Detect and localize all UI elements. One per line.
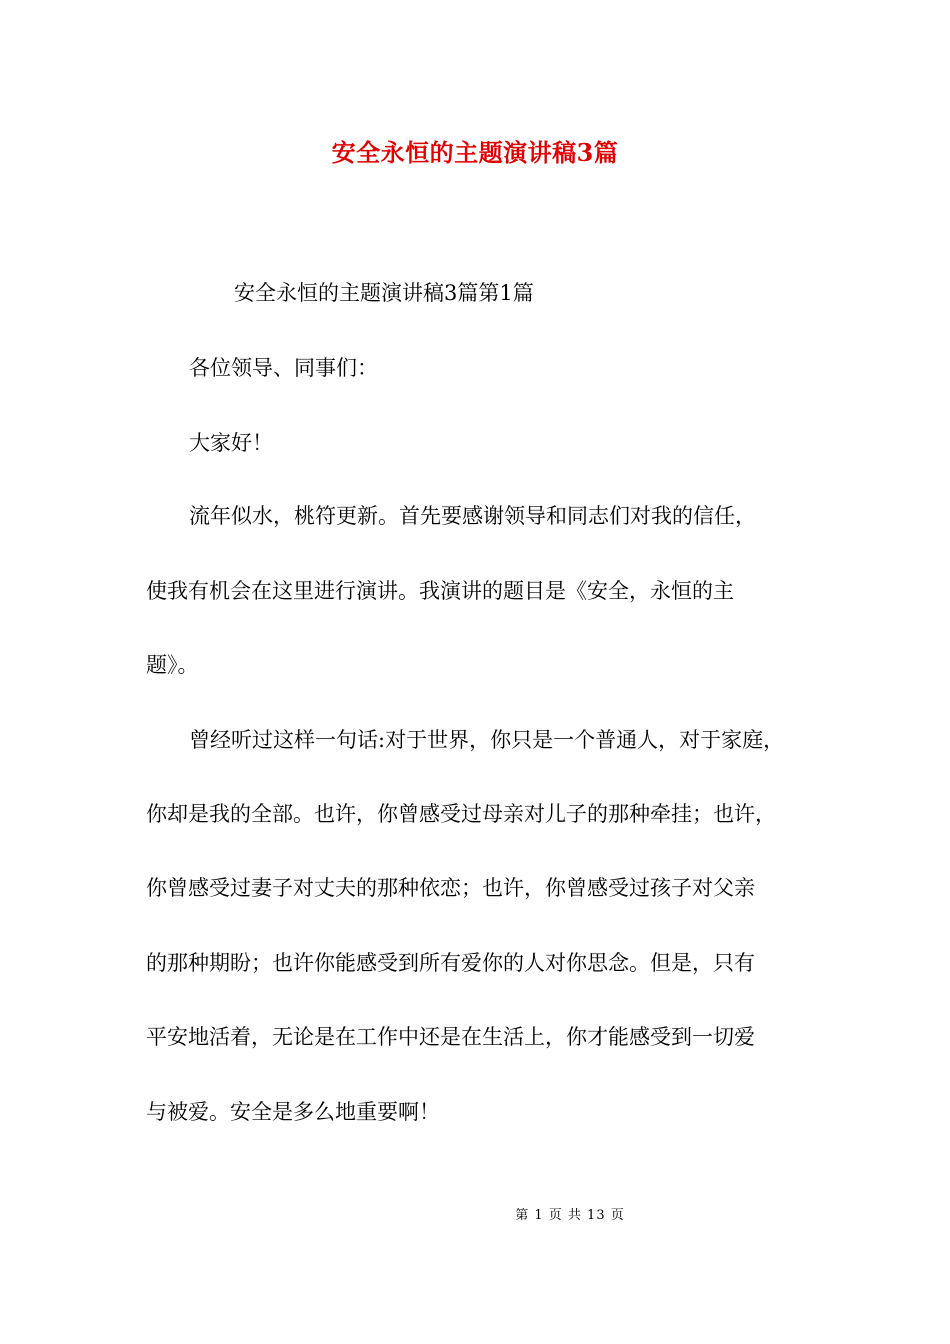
- body-line: 曾经听过这样一句话:对于世界，你只是一个普通人，对于家庭，: [189, 728, 785, 752]
- section-heading: 安全永恒的主题演讲稿3篇第1篇: [234, 281, 534, 305]
- body-line: 你却是我的全部。也许，你曾感受过母亲对儿子的那种牵挂；也许，: [146, 802, 776, 826]
- body-line: 题》。: [146, 653, 199, 677]
- body-line: 的那种期盼；也许你能感受到所有爱你的人对你思念。但是，只有: [146, 951, 755, 975]
- salutation: 各位领导、同事们：: [189, 356, 378, 380]
- body-line: 使我有机会在这里进行演讲。我演讲的题目是《安全，永恒的主: [146, 579, 734, 603]
- body-line: 流年似水，桃符更新。首先要感谢领导和同志们对我的信任，: [189, 504, 756, 528]
- body-line: 平安地活着，无论是在工作中还是在生活上，你才能感受到一切爱: [146, 1025, 755, 1049]
- page-number-footer: 第 1 页 共 13 页: [515, 1208, 625, 1223]
- document-title: 安全永恒的主题演讲稿3篇: [331, 138, 619, 167]
- body-line: 你曾感受过妻子对丈夫的那种依恋；也许，你曾感受过孩子对父亲: [146, 876, 755, 900]
- body-line: 与被爱。安全是多么地重要啊！: [146, 1100, 440, 1124]
- greeting: 大家好！: [189, 431, 273, 455]
